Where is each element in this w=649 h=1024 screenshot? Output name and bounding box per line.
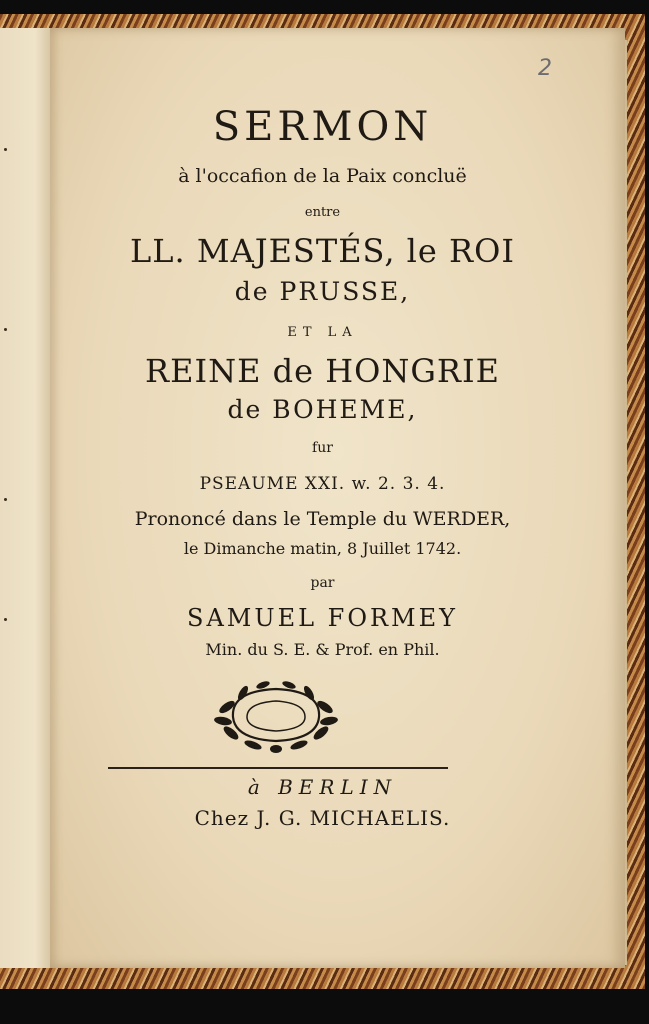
par-line: par [310,575,335,591]
occasion-line: à l'occafion de la Paix concluë [178,165,467,187]
date-line: le Dimanche matin, 8 Juillet 1742. [183,539,462,558]
folio-number: 2 [538,56,552,81]
laurel-wreath-icon [213,677,339,755]
majestes-line: LL. MAJESTÉS, le ROI [130,232,515,270]
entre-line: entre [304,205,341,220]
prusse-line: de PRUSSE, [234,277,411,306]
pseaume-line: PSEAUME XXI. w. 2. 3. 4. [199,474,446,494]
imprint-rule [108,767,448,769]
imprint-publisher: Chez J. G. MICHAELIS. [194,806,451,830]
prononce-line: Prononcé dans le Temple du WERDER, [134,508,511,530]
author-info: Min. du S. E. & Prof. en Phil. [205,640,440,659]
boheme-line: de BOHEME, [227,395,418,424]
imprint-city: à BERLIN [247,775,398,799]
scan-background [0,990,649,1024]
left-page-edge [0,28,51,968]
sermon-title: SERMON [212,104,433,150]
sur-line: fur [312,440,333,456]
author-name: SAMUEL FORMEY [187,604,458,632]
reine-line: REINE de HONGRIE [144,352,500,390]
et-la-line: ET LA [287,325,358,340]
